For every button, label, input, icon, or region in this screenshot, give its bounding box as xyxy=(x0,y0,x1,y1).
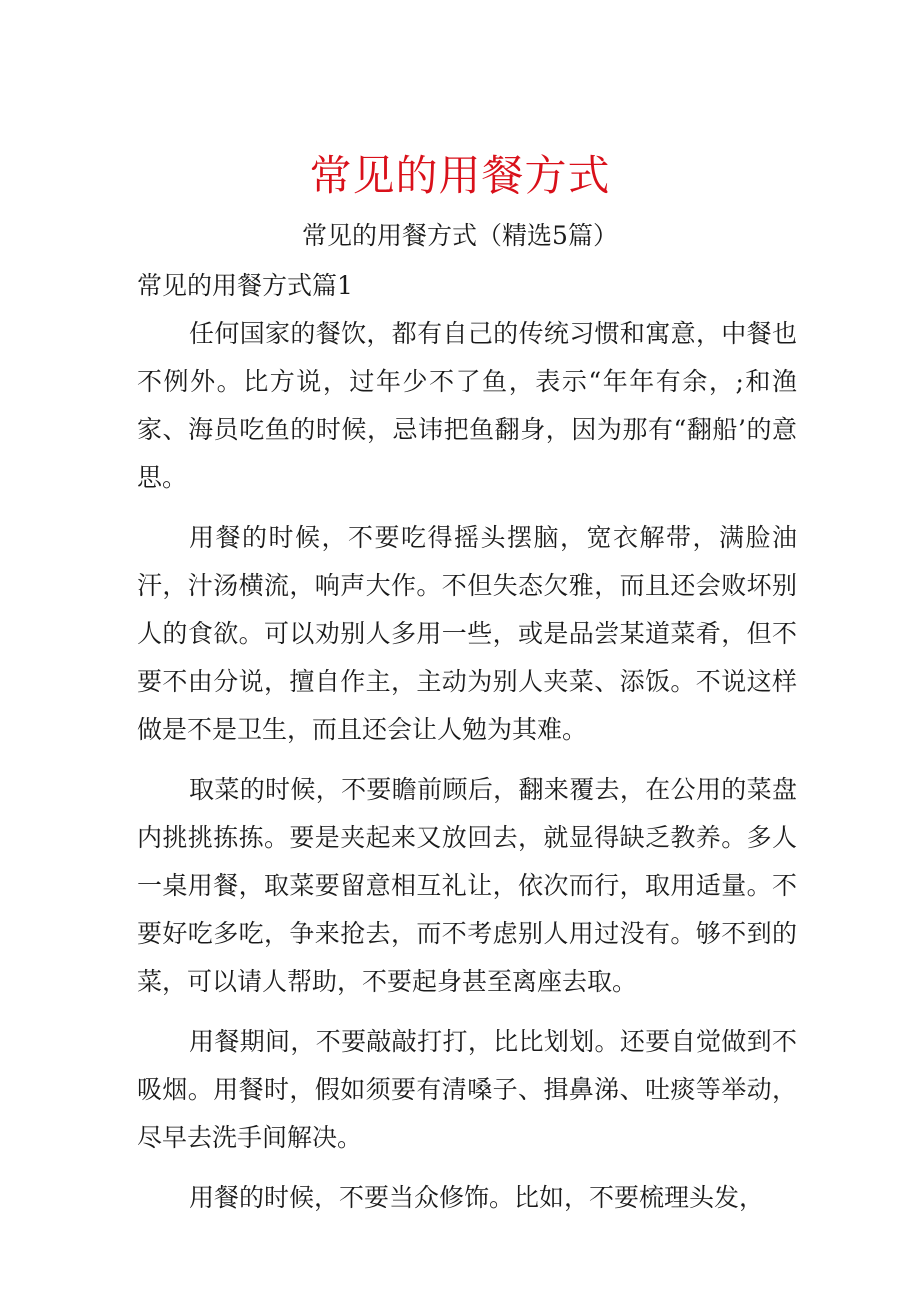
paragraph-4: 用餐期间，不要敲敲打打，比比划划。还要自觉做到不吸烟。用餐时，假如须要有清嗓子、揖鼻涕、吐痰等举动，尽早去洗手间解决。 xyxy=(137,1027,797,1152)
paragraph-2: 用餐的时候，不要吃得摇头摆脑，宽衣解带，满脸油汗，汁汤横流，响声大作。不但失态欠雅，而且还会败坏别人的食欲。可以劝别人多用一些，或是品尝某道菜肴，但不要不由分说，擅自作主，主动为别人夹菜、添饭。不说这样做是不是卫生，而且还会让人勉为其难。 xyxy=(137,523,797,744)
document-title: 常见的用餐方式 xyxy=(309,151,611,200)
paragraph-1: 任何国家的餐饮，都有自己的传统习惯和寓意，中餐也不例外。比方说，过年少不了鱼，表示“年年有余，;和渔家、海员吃鱼的时候，忌讳把鱼翻身，因为那有“翻船’的意思。 xyxy=(137,319,797,492)
paragraph-5: 用餐的时候，不要当众修饰。比如，不要梳理头发， xyxy=(189,1183,765,1212)
section-heading: 常见的用餐方式篇1 xyxy=(137,271,353,300)
document-subtitle: 常见的用餐方式（精选5篇） xyxy=(302,221,618,250)
body-text xyxy=(137,310,797,1234)
paragraph-3: 取菜的时候，不要瞻前顾后，翻来覆去，在公用的菜盘内挑挑拣拣。要是夹起来又放回去，就显得缺乏教养。多人一桌用餐，取菜要留意相互礼让，依次而行，取用适量。不要好吃多吃，争来抢去，而不考虑别人用过没有。够不到的菜，可以请人帮助，不要起身甚至离座去取。 xyxy=(137,775,797,996)
